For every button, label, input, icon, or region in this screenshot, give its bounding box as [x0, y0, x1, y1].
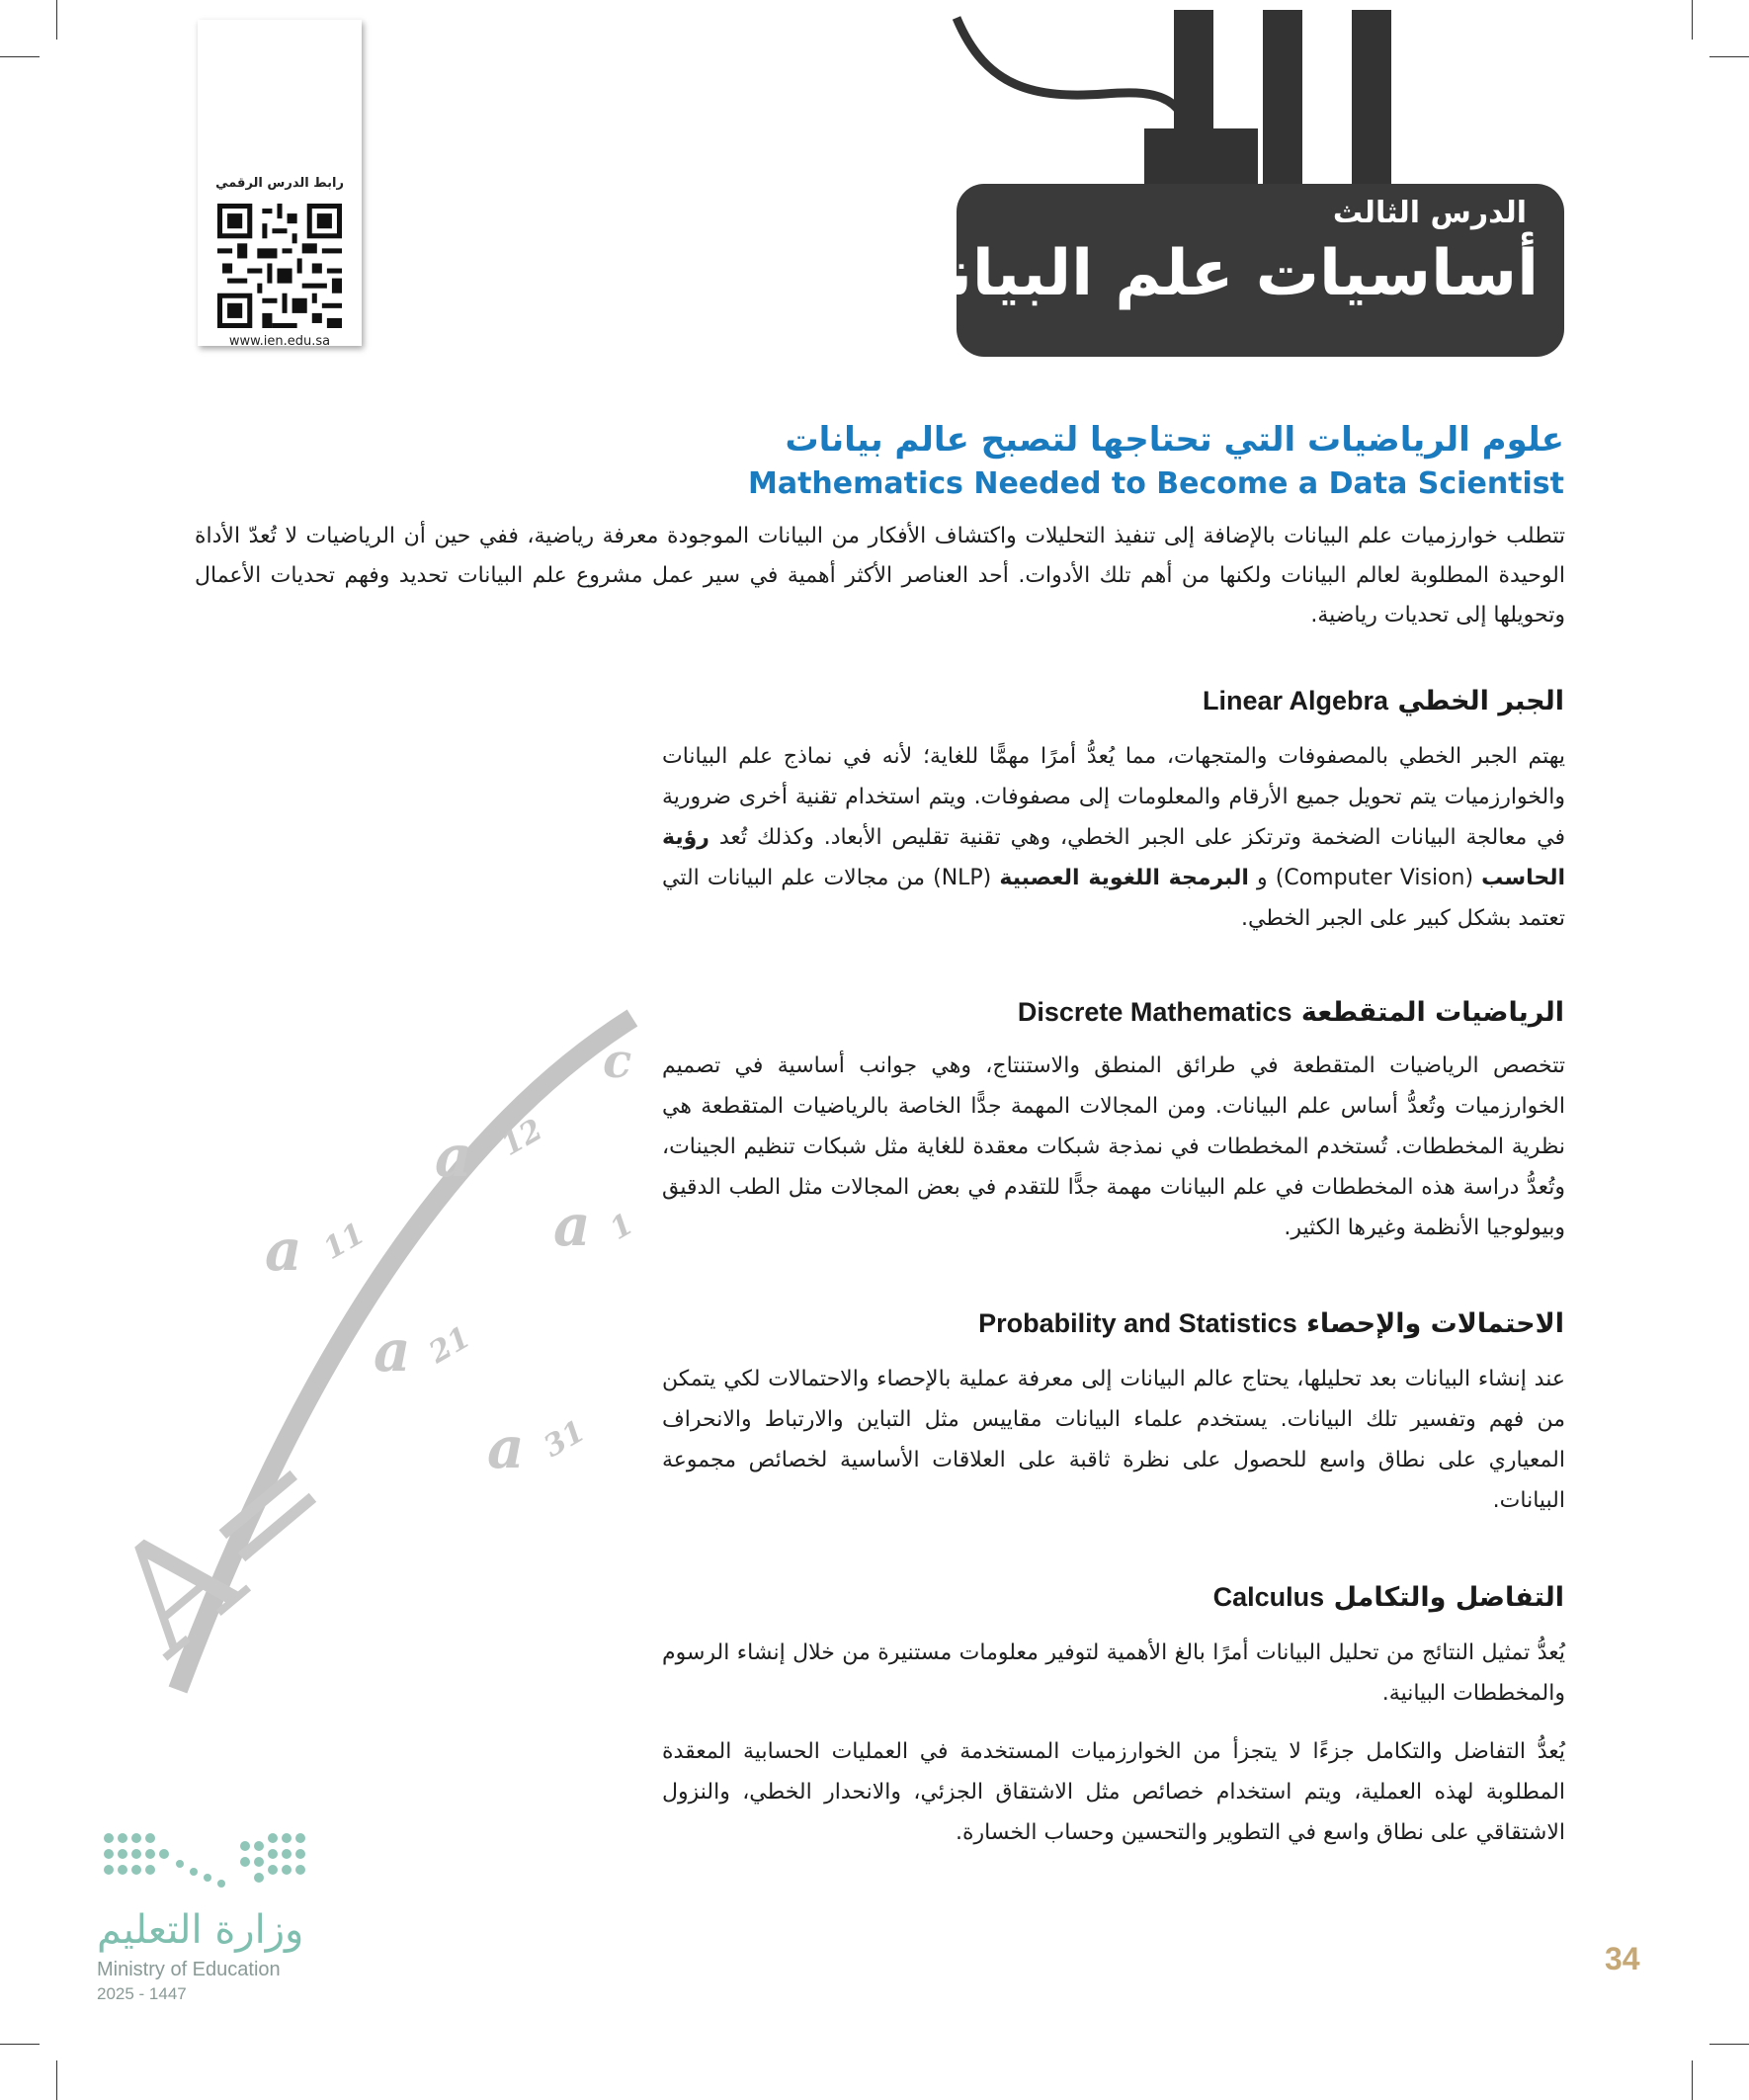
crop-mark [1692, 2060, 1693, 2100]
computer-vision-term: رؤية الحاسب [662, 825, 1565, 890]
crop-mark [1709, 2044, 1749, 2045]
lesson-title: أساسيات علم البيانات [861, 237, 1539, 310]
matrix-s11: 11 [317, 1216, 372, 1267]
qr-url[interactable]: www.ien.edu.sa [228, 334, 331, 349]
qr-label: رابط الدرس الرقمي [215, 176, 344, 191]
edition-year: 2025 - 1447 [97, 1984, 187, 2003]
qr-code-icon[interactable] [217, 204, 342, 328]
crop-mark [0, 56, 40, 57]
probability-paragraph: عند إنشاء البيانات بعد تحليلها، يحتاج عالم البيانات إلى معرفة عملية بالإحصاء والاحتمالات لكي يتمكن من فهم وتفسير تلك البيانات. يستخدم علماء البيانات مقاييس مثل التباين والارتباط والانحراف المعياري على نطاق واسع للحصول على نظرة ثاقبة على العلاقات الأساسية لخصائص مجموعة البيانات. [662, 1367, 1565, 1513]
lesson-header [861, 0, 1564, 368]
digital-lesson-card[interactable] [198, 20, 362, 349]
nlp-term: البرمجة اللغوية العصبية [999, 866, 1249, 890]
discrete-math-heading [1018, 997, 1564, 1028]
matrix-c: c [603, 1034, 632, 1089]
calculus-title-en: Calculus [1212, 1582, 1325, 1612]
crop-mark [1709, 56, 1749, 57]
matrix-a1: a [553, 1192, 591, 1259]
matrix-a31: a [487, 1414, 525, 1481]
calculus-title-ar: التفاضل والتكامل [1333, 1582, 1564, 1613]
matrix-s1: 1 [604, 1207, 640, 1247]
probability-title-ar: الاحتمالات والإحصاء [1306, 1308, 1564, 1339]
section-heading-ar: علوم الرياضيات التي تحتاجها لتصبح عالم بيانات [785, 420, 1564, 460]
section-heading-en: Mathematics Needed to Become a Data Scientist [747, 466, 1564, 501]
calculus-paragraph-2: يُعدُّ التفاضل والتكامل جزءًا لا يتجزأ من الخوارزميات المستخدمة في العمليات الحسابية المعقدة المطلوبة لهذه العملية، ويتم استخدام خصائص مثل الاشتقاق الجزئي، والانحدار الخطي، والنزول الاشتقاقي على نطاق واسع في التطوير والتحسين وحساب الخسارة. [662, 1739, 1565, 1845]
linear-text-1: يهتم الجبر الخطي بالمصفوفات والمتجهات، مما يُعدُّ أمرًا مهمًّا للغاية؛ لأنه في نماذج علم البيانات والخوارزميات يتم تحويل جميع الأرقام والمعلومات إلى مصفوفات. ويتم استخدام تقنية أخرى ضرورية في معالجة البيانات الضخمة وترتكز على الجبر الخطي، وهي تقنية تقليص الأبعاد. وكذلك تُعد [662, 744, 1566, 850]
lesson-number: الدرس الثالث [1332, 196, 1527, 230]
matrix-a12: a [435, 1123, 472, 1190]
calculus-paragraph-1: يُعدُّ تمثيل النتائج من تحليل البيانات أمرًا بالغ الأهمية لتوفير معلومات مستنيرة من خلال إنشاء الرسوم والمخططات البيانية. [662, 1640, 1565, 1706]
header-cable-icon [957, 0, 1564, 198]
crop-mark [1692, 0, 1693, 40]
ministry-name-en: Ministry of Education [97, 1959, 281, 1980]
crop-mark [56, 2060, 57, 2100]
matrix-s21: 21 [423, 1319, 477, 1371]
page-number: 34 [1605, 1941, 1640, 1976]
intro-paragraph: تتطلب خوارزميات علم البيانات بالإضافة إلى تنفيذ التحليلات واكتشاف الأفكار من البيانات الموجودة معرفة رياضية، ففي حين أن الرياضيات لا تُعدّ الأداة الوحيدة المطلوبة لعالم البيانات ولكنها من أهم تلك الأدوات. أحد العناصر الأكثر أهمية في سير عمل مشروع علم البيانات تحديد وفهم تحديات الأعمال وتحويلها إلى تحديات رياضية. [195, 524, 1565, 628]
ministry-name-ar: وزارة التعليم [97, 1907, 304, 1953]
matrix-a11: a [265, 1217, 302, 1284]
linear-algebra-title-ar: الجبر الخطي [1397, 686, 1564, 716]
crop-mark [0, 2044, 40, 2045]
probability-heading [978, 1308, 1564, 1339]
matrix-s12: 12 [495, 1112, 549, 1163]
linear-algebra-heading [1203, 686, 1564, 716]
discrete-math-paragraph: تتخصص الرياضيات المتقطعة في طرائق المنطق والاستنتاج، وهي جوانب أساسية في تصميم الخوارزميات وتُعدُّ أساس علم البيانات. ومن المجالات المهمة جدًّا الخاصة بالرياضيات المتقطعة هي نظرية المخططات. تُستخدم المخططات في نمذجة شبكات معقدة للغاية مثل شبكات تنظيم الجينات، وتُعدُّ دراسة هذه المخططات في علم البيانات مهمة جدًّا للتقدم في بعض المجالات مثل الطب الدقيق وبيولوجيا الأنظمة وغيرها الكثير. [662, 1053, 1565, 1240]
matrix-decoration [80, 1018, 672, 1690]
matrix-a-equals: A= [80, 1406, 369, 1688]
discrete-title-ar: الرياضيات المتقطعة [1300, 997, 1564, 1028]
matrix-a21: a [374, 1317, 411, 1385]
crop-mark [56, 0, 57, 40]
linear-algebra-paragraph [662, 736, 1565, 939]
linear-text-2: (Computer Vision) و [1257, 866, 1474, 890]
linear-text-3: (NLP) من مجالات علم البيانات التي تعتمد بشكل كبير على الجبر الخطي. [662, 866, 1565, 931]
discrete-title-en: Discrete Mathematics [1017, 997, 1292, 1027]
probability-title-en: Probability and Statistics [978, 1308, 1297, 1338]
calculus-heading [1213, 1582, 1564, 1613]
matrix-s31: 31 [538, 1413, 592, 1465]
ministry-logo-icon [97, 1828, 314, 1897]
linear-algebra-title-en: Linear Algebra [1202, 686, 1389, 715]
